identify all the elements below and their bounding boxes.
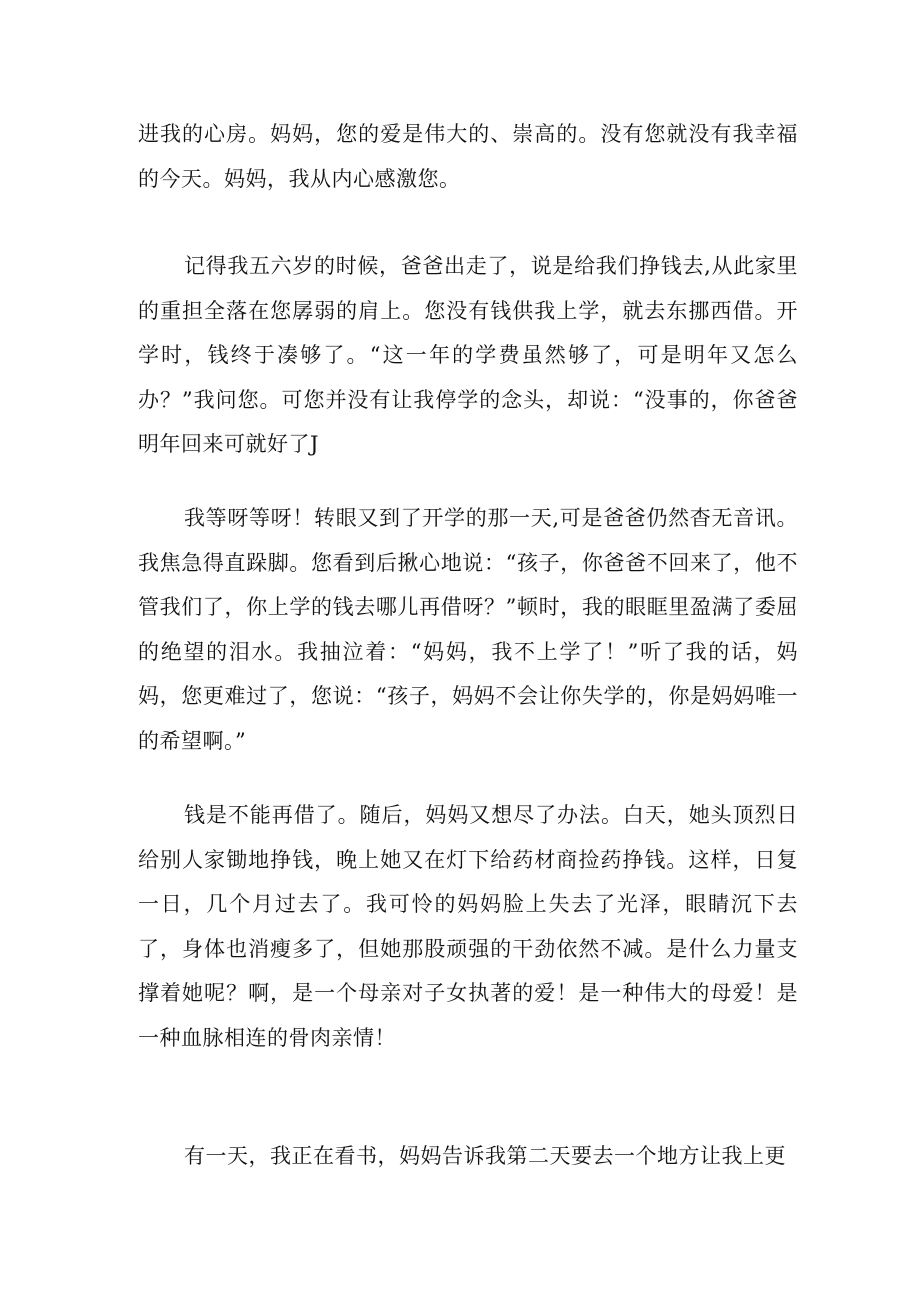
paragraph-school-day: 我等呀等呀！转眼又到了开学的那一天,可是爸爸仍然杳无音讯。我焦急得直跺脚。您看到后揪心地说：“孩子，你爸爸不回来了，他不管我们了，你上学的钱去哪儿再借呀？”顿时，我的眼眶里盈满了委屈的绝望的泪水。我抽泣着：“妈妈，我不上学了！”听了我的话，妈妈，您更难过了，您说：“孩子，妈妈不会让你失学的，你是妈妈唯一的希望啊。” — [138, 506, 798, 753]
paragraph-continuation: 进我的心房。妈妈，您的爱是伟大的、崇高的。没有您就没有我幸福的今天。妈妈，我从内心感激您。 — [138, 122, 798, 191]
paragraph-father-left: 记得我五六岁的时候，爸爸出走了，说是给我们挣钱去,从此家里的重担全落在您孱弱的肩上。您没有钱供我上学，就去东挪西借。开学时，钱终于凑够了。“这一年的学费虽然够了，可是明年又怎么办？”我问您。可您并没有让我停学的念头，却说：“没事的，你爸爸明年回来可就好了J — [138, 254, 798, 456]
paragraph-mother-work: 钱是不能再借了。随后，妈妈又想尽了办法。白天，她头顶烈日给别人家锄地挣钱，晚上她又在灯下给药材商捡药挣钱。这样，日复一日，几个月过去了。我可怜的妈妈脸上失去了光泽，眼睛沉下去了，身体也消瘦多了，但她那股顽强的干劲依然不减。是什么力量支撑着她呢？啊，是一个母亲对子女执著的爱！是一种伟大的母爱！是一种血脉相连的骨肉亲情！ — [138, 803, 798, 1050]
paragraph-one-day: 有一天，我正在看书，妈妈告诉我第二天要去一个地方让我上更 — [184, 1144, 786, 1168]
